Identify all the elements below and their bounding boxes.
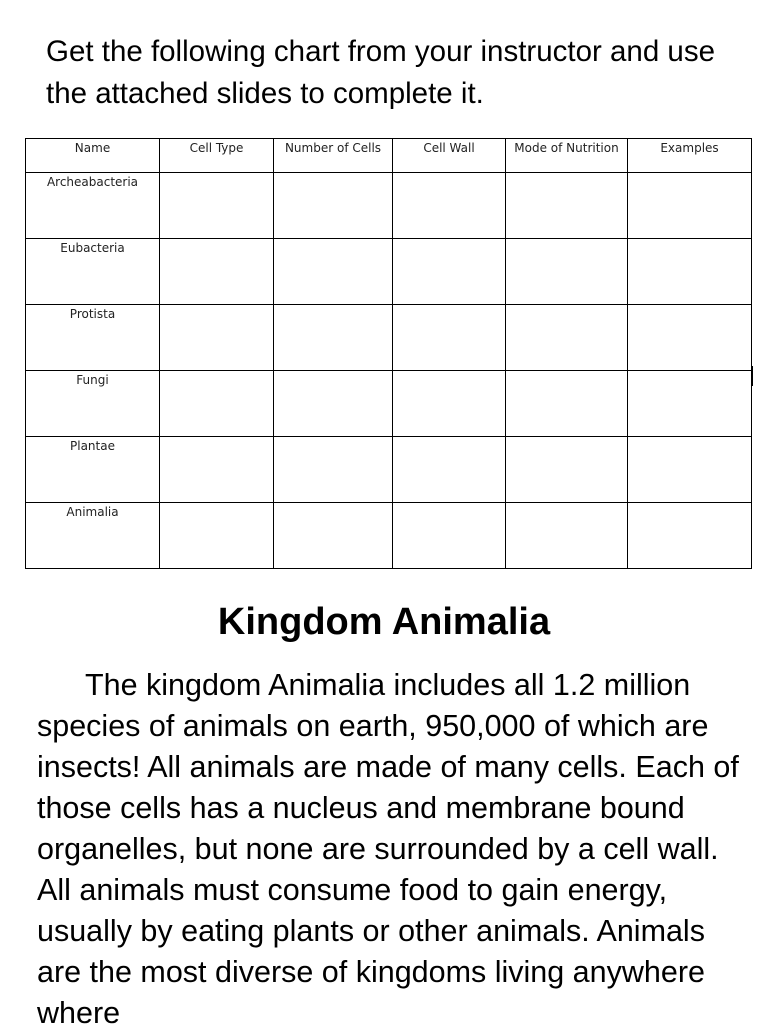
empty-cell [393, 173, 506, 239]
empty-cell [393, 503, 506, 569]
table-row [26, 371, 752, 437]
column-header-name: Name [26, 139, 160, 173]
empty-cell [506, 371, 628, 437]
empty-cell [160, 503, 274, 569]
section-body-text: The kingdom Animalia includes all 1.2 million species of animals on earth, 950,000 of which are insects! All animals are made of many cells. Each of those cells has a nucleus and membrane bound organelles, but none are surrounded by a cell wall. All animals must consume food to gain energy, usually by eating plants or other animals. Animals are the most diverse of kingdoms living anywhere where [37, 668, 739, 1030]
empty-cell [628, 503, 752, 569]
empty-cell [506, 239, 628, 305]
row-label-animalia: Animalia [26, 503, 160, 569]
column-header-cell-wall: Cell Wall [393, 139, 506, 173]
empty-cell [274, 305, 393, 371]
table-row [26, 305, 752, 371]
empty-cell [628, 371, 752, 437]
empty-cell [628, 239, 752, 305]
row-label-eubacteria: Eubacteria [26, 239, 160, 305]
row-label-plantae: Plantae [26, 437, 160, 503]
column-header-number-of-cells: Number of Cells [274, 139, 393, 173]
row-label-archeabacteria: Archeabacteria [26, 173, 160, 239]
text-cursor-mark [751, 366, 753, 386]
empty-cell [160, 305, 274, 371]
empty-cell [506, 437, 628, 503]
section-heading: Kingdom Animalia [217, 601, 551, 643]
chart-header-row [26, 139, 752, 173]
empty-cell [393, 305, 506, 371]
column-header-mode-of-nutrition: Mode of Nutrition [506, 139, 628, 173]
empty-cell [628, 437, 752, 503]
empty-cell [160, 173, 274, 239]
row-label-fungi: Fungi [26, 371, 160, 437]
empty-cell [393, 437, 506, 503]
table-row [26, 503, 752, 569]
empty-cell [506, 503, 628, 569]
empty-cell [274, 437, 393, 503]
row-label-protista: Protista [26, 305, 160, 371]
empty-cell [274, 239, 393, 305]
kingdom-chart [25, 138, 752, 569]
empty-cell [628, 173, 752, 239]
instructions-text: Get the following chart from your instructor and use the attached slides to complete it. [46, 35, 715, 110]
empty-cell [506, 173, 628, 239]
empty-cell [393, 239, 506, 305]
empty-cell [160, 239, 274, 305]
empty-cell [274, 173, 393, 239]
column-header-examples: Examples [628, 139, 752, 173]
empty-cell [274, 503, 393, 569]
table-row [26, 173, 752, 239]
empty-cell [506, 305, 628, 371]
empty-cell [160, 437, 274, 503]
table-row [26, 437, 752, 503]
column-header-cell-type: Cell Type [160, 139, 274, 173]
table-row [26, 239, 752, 305]
empty-cell [274, 371, 393, 437]
empty-cell [628, 305, 752, 371]
empty-cell [393, 371, 506, 437]
empty-cell [160, 371, 274, 437]
